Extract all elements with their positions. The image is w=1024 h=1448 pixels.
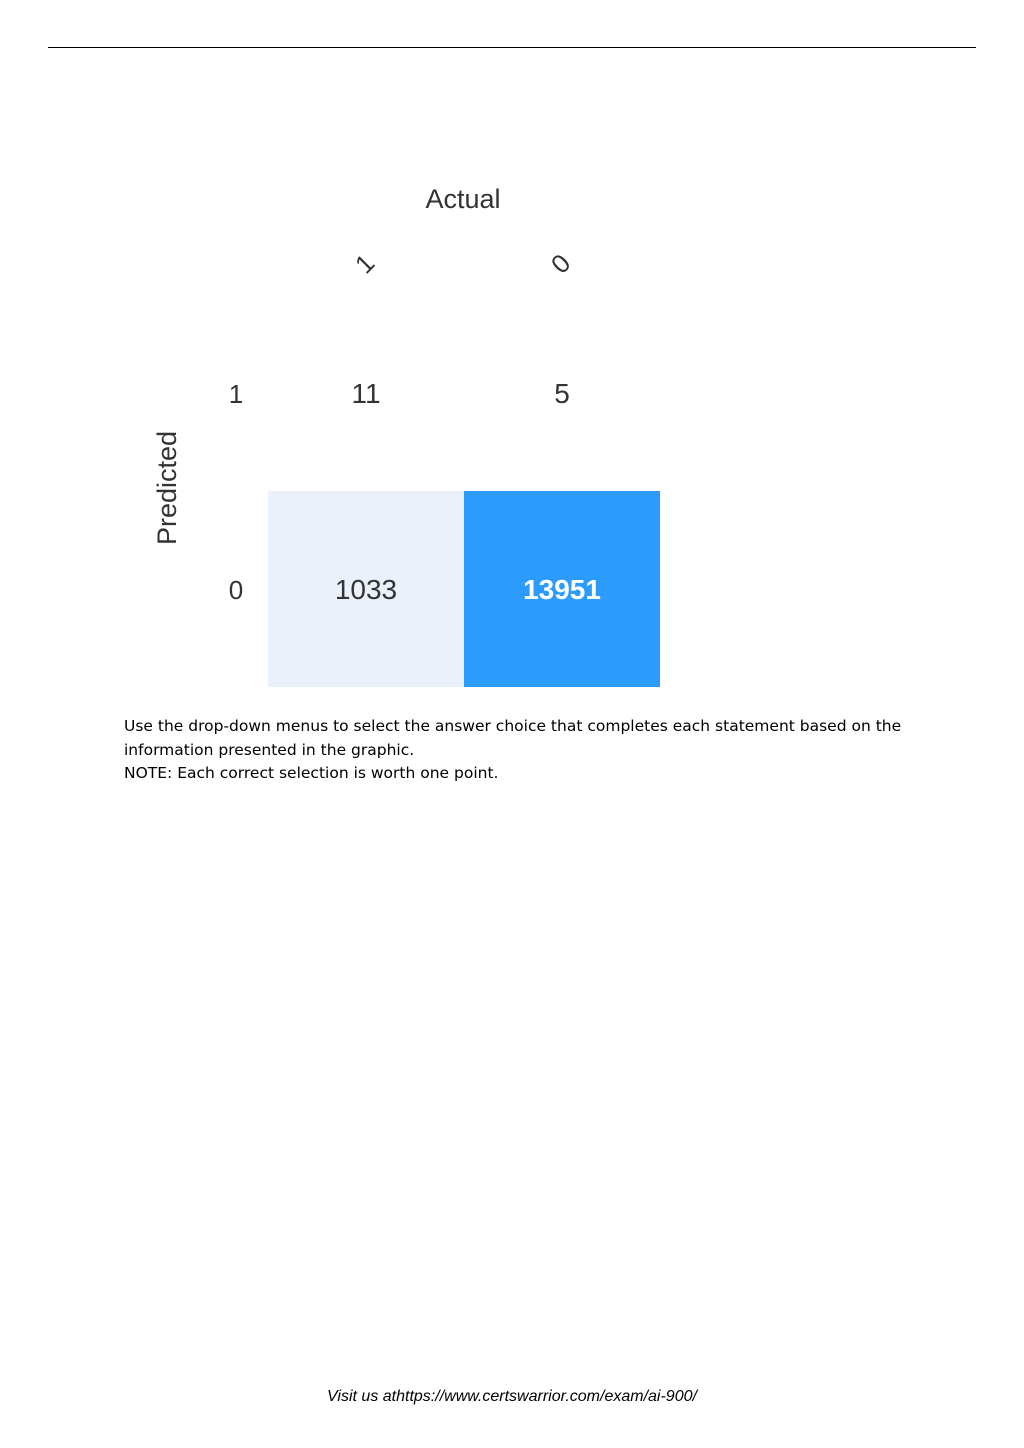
- y-tick-label-1: 1: [228, 379, 244, 409]
- footer-link-text: Visit us athttps://www.certswarrior.com/exam/ai-900/: [327, 1388, 697, 1405]
- header-rule: [48, 47, 976, 48]
- instructions-block: [124, 715, 924, 786]
- chart-title: Actual: [425, 184, 501, 214]
- note-text: NOTE: Each correct selection is worth one point.: [124, 764, 499, 782]
- matrix-value-1-0: 5: [554, 378, 570, 409]
- x-tick-label-0: 0: [544, 247, 577, 280]
- instructions-text: Use the drop-down menus to select the answer choice that completes each statement based on the information presented in the graphic.: [124, 717, 902, 759]
- matrix-value-0-0: 13951: [523, 574, 601, 605]
- y-tick-label-0: 0: [228, 575, 244, 605]
- matrix-value-0-1: 1033: [334, 574, 398, 605]
- confusion-matrix-svg: [140, 170, 680, 700]
- y-axis-label: Predicted: [152, 430, 182, 546]
- x-tick-label-1: 1: [348, 247, 381, 280]
- matrix-value-1-1: 11: [351, 378, 381, 409]
- confusion-matrix: [140, 170, 680, 700]
